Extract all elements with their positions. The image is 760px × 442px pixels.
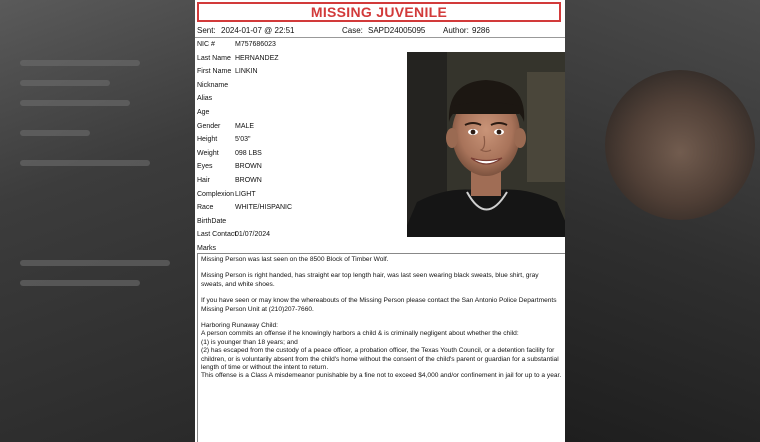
field-value: WHITE/HISPANIC [235,204,293,212]
field-value: BROWN [235,176,262,184]
blurred-face [605,70,755,220]
blur-line [20,80,110,86]
field-label: Hair [197,176,210,184]
field-eyes [197,162,407,176]
field-birthdate [197,217,407,231]
field-label: Alias [197,95,213,103]
field-value: 5'03" [235,136,251,144]
portrait-illustration [407,52,565,237]
field-nickname [197,81,407,95]
field-value: MALE [235,122,255,130]
field-gender [197,122,407,136]
sent-label: Sent: [197,26,216,35]
field-label: Marks [197,244,217,252]
blur-line [20,100,130,106]
missing-person-bulletin [195,0,565,442]
field-nic [197,40,407,54]
field-value: 01/07/2024 [235,231,271,239]
remarks-harboring-text: A person commits an offense if he knowingly harbors a child & is criminally negligent about whether the child: [201,330,519,338]
field-hair [197,176,407,190]
field-value: M757686023 [235,41,276,48]
remarks-last-seen: Missing Person was last seen on the 8500 Block of Timber Wolf. [201,256,389,263]
bulletin-title: MISSING JUVENILE [310,4,448,20]
field-value: 098 LBS [235,149,262,157]
meta-divider [195,37,565,38]
field-weight [197,149,407,163]
blur-line [20,260,170,266]
case-value: SAPD24005095 [368,26,426,35]
field-height [197,135,407,149]
field-value: BROWN [235,163,262,171]
field-complexion [197,190,407,204]
field-age [197,108,407,122]
field-label: Last Name [197,54,231,62]
field-alias [197,94,407,108]
blur-line [20,160,150,166]
field-label: BirthDate [197,217,227,225]
remarks-box [197,253,565,442]
field-label: Height [197,136,218,144]
person-details [197,40,407,258]
blur-line [20,60,140,66]
missing-person-photo [407,52,565,237]
blur-line [20,280,140,286]
field-label: Age [197,108,210,116]
author-value: 9286 [472,26,490,35]
field-last-contact [197,230,407,244]
blur-line [20,130,90,136]
field-value: LIGHT [235,190,256,198]
sent-value: 2024-01-07 @ 22:51 [221,26,295,35]
blurred-backdrop-left [0,0,195,442]
field-label: Gender [197,122,221,130]
remarks-penalty: This offense is a Class A misdemeanor punishable by a fine not to exceed $4,000 and/or confinement in jail for up to a year. [201,372,562,380]
author-label: Author: [443,26,469,35]
field-value: LINKIN [235,68,258,76]
field-label: NIC # [197,41,215,48]
field-first-name [197,67,407,81]
field-label: First Name [197,68,232,76]
field-label: Nickname [197,81,229,89]
field-last-name [197,54,407,68]
blurred-backdrop-right [565,0,760,442]
field-label: Race [197,204,214,212]
field-race [197,203,407,217]
remarks-harboring-item-1: (1) is younger than 18 years; and [201,338,298,346]
bulletin-title-box [197,2,561,22]
field-label: Last Contact [197,231,237,239]
field-value: HERNANDEZ [235,54,279,62]
field-label: Eyes [197,163,213,171]
case-label: Case: [342,26,363,35]
remarks-contact: If you have seen or may know the whereabouts of the Missing Person please contact the San Antonio Police Departments Missing Person Unit at (210)207-7660. [201,297,557,313]
field-label: Weight [197,149,219,157]
remarks-description: Missing Person is right handed, has straight ear top length hair, was last seen wearing black sweats, blue shirt, gray sweats, and white shoes. [201,272,539,288]
remarks-harboring-heading: Harboring Runaway Child: [201,322,278,330]
field-label: Complexion [197,190,234,198]
remarks-harboring-item-2: (2) has escaped from the custody of a peace officer, a probation officer, the Texas Youth Council, or a detention facility for children, or is voluntarily absent from the child's home without the consent of the child's parent or guardian for a substantial length of time or without the intent to return. [201,347,559,372]
